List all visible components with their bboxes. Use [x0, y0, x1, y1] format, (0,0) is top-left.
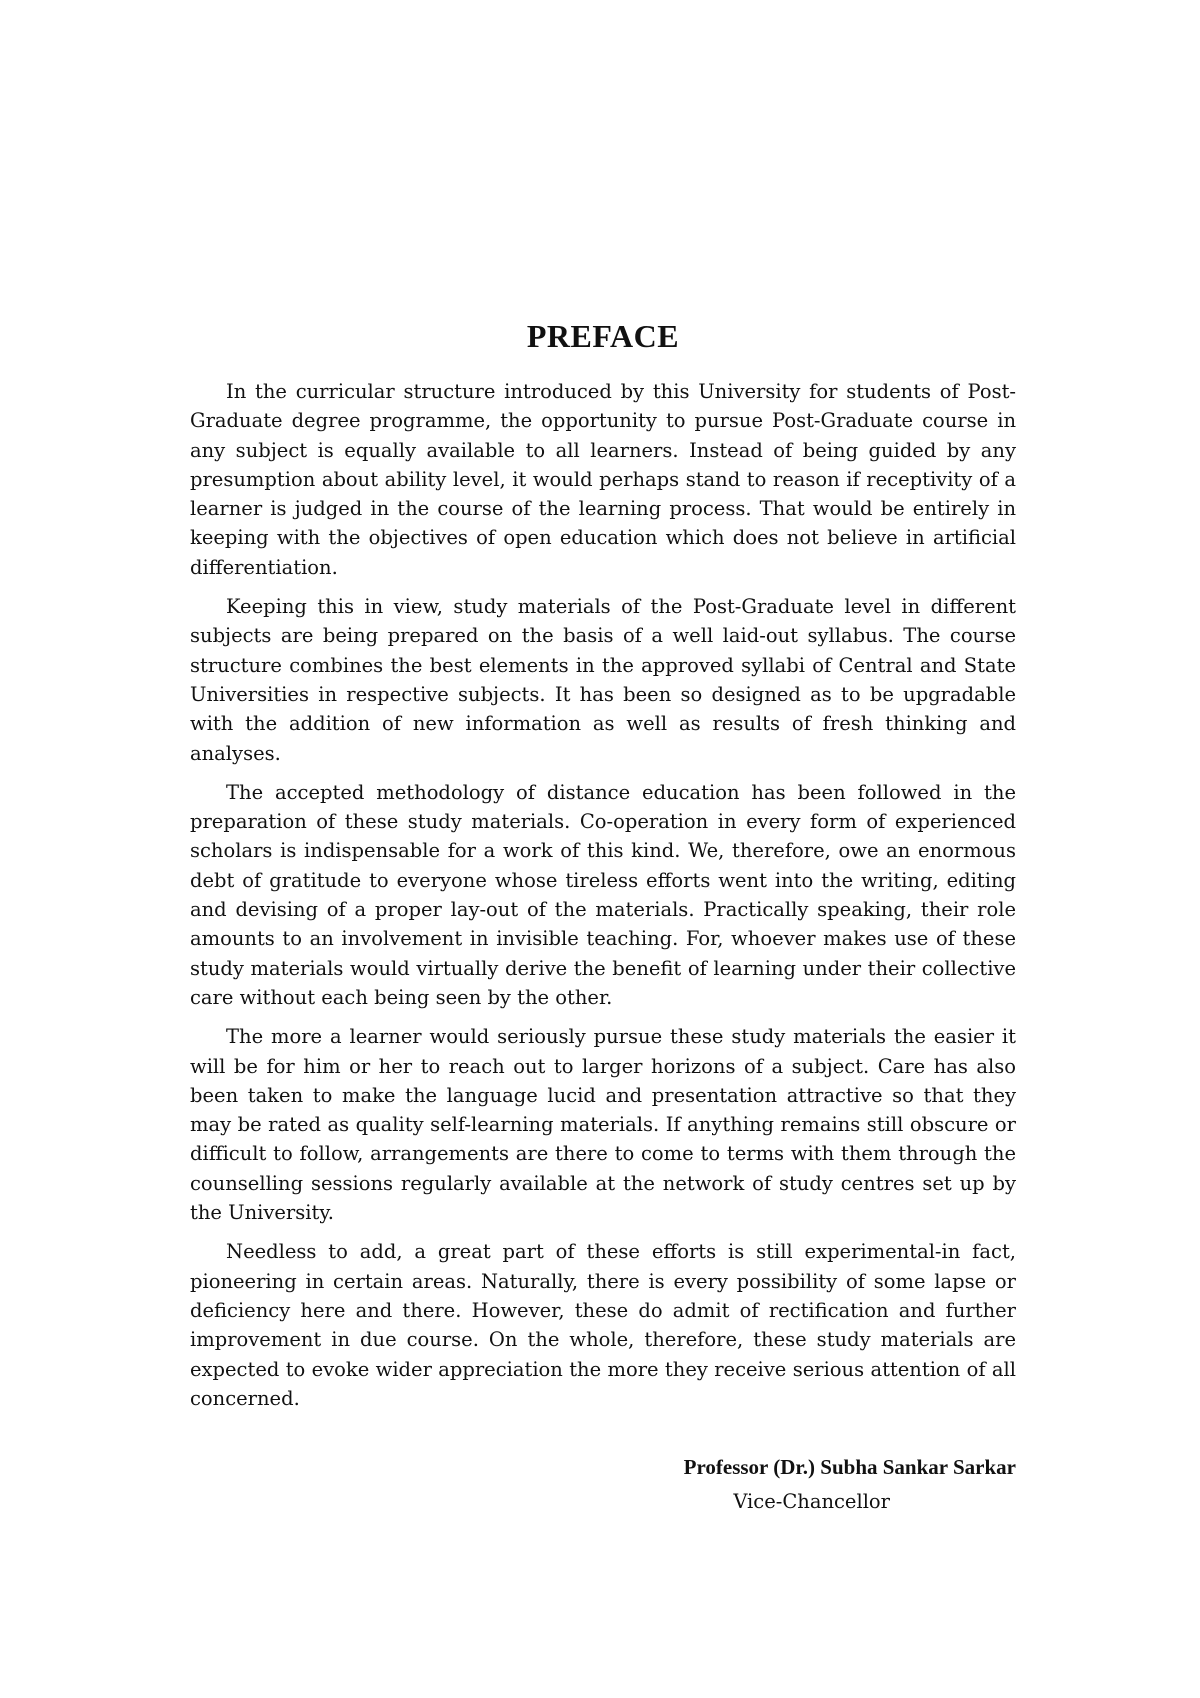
paragraph-5: Needless to add, a great part of these efforts is still experimental-in fact, pioneering in certain areas. Naturally, there is every possibility of some lapse or deficiency here and there. However, these do admit of rectification and further improvement in due course. On the whole, therefore, these study materials are expected to evoke wider appreciation the more they receive serious attention of all concerned. — [190, 1240, 1016, 1410]
paragraph-3: The accepted methodology of distance education has been followed in the preparation of these study materials. Co-operation in every form of experienced scholars is indispensable for a work of this kind. We, therefore, owe an enormous debt of gratitude to everyone whose tireless efforts went into the writing, editing and devising of a proper lay-out of the materials. Practically speaking, their role amounts to an involvement in invisible teaching. For, whoever makes use of these study materials would virtually derive the benefit of learning under their collective care without each being seen by the other. — [190, 780, 1016, 1009]
paragraph-1: In the curricular structure introduced by this University for students of Post-Graduate degree programme, the opportunity to pursue Post-Graduate course in any subject is equally available to all learners. Instead of being guided by any presumption about ability level, it would perhaps stand to reason if receptivity of a learner is judged in the course of the learning process. That would be entirely in keeping with the objectives of open education which does not believe in artificial differentiation. — [190, 380, 1016, 579]
signature-block — [190, 1455, 1016, 1513]
signatory-name: Professor (Dr.) Subha Sankar Sarkar — [683, 1455, 1016, 1480]
preface-page — [190, 318, 1016, 1513]
paragraph-2: Keeping this in view, study materials of the Post-Graduate level in different subjects are being prepared on the basis of a well laid-out syllabus. The course structure combines the best elements in the approved syllabi of Central and State Universities in respective subjects. It has been so designed as to be upgradable with the addition of new information as well as results of fresh thinking and analyses. — [190, 595, 1016, 765]
page-title: PREFACE — [526, 318, 680, 354]
signatory-title: Vice-Chancellor — [733, 1490, 890, 1514]
paragraph-4: The more a learner would seriously pursue these study materials the easier it will be for him or her to reach out to larger horizons of a subject. Care has also been taken to make the language lucid and presentation attractive so that they may be rated as quality self-learning materials. If anything remains still obscure or difficult to follow, arrangements are there to come to terms with them through the counselling sessions regularly available at the network of study centres set up by the University. — [190, 1025, 1016, 1225]
